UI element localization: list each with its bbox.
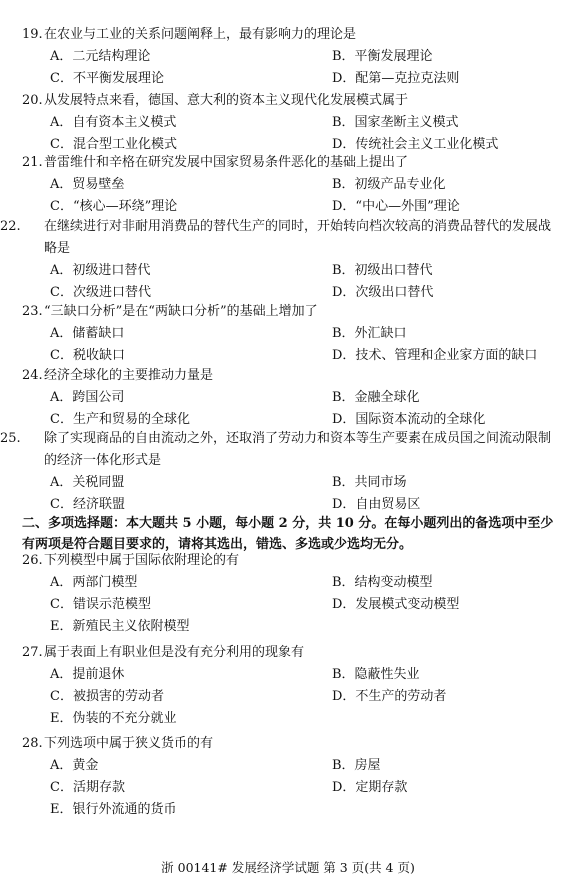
option-b: B．共同市场 — [332, 475, 407, 490]
question-number: 21. — [22, 155, 43, 170]
question-stem: 除了实现商品的自由流动之外，还取消了劳动力和资本等生产要素在成员国之间流动限制的经济一体化形式是 — [44, 431, 552, 468]
question-25 — [0, 428, 562, 516]
option-c: C．错误示范模型 — [50, 597, 151, 612]
question-number: 19. — [22, 27, 43, 42]
question-number: 24. — [22, 368, 43, 383]
option-d: D．不生产的劳动者 — [332, 689, 447, 704]
page-footer: 浙 00141# 发展经济学试题 第 3 页(共 4 页) — [161, 860, 415, 875]
question-number: 20. — [22, 93, 43, 108]
option-b: B．初级产品专业化 — [332, 177, 446, 192]
option-d: D．发展模式变动模型 — [332, 597, 460, 612]
option-a: A．两部门模型 — [50, 575, 138, 590]
option-b: B．结构变动模型 — [332, 575, 433, 590]
option-c: C．不平衡发展理论 — [50, 71, 164, 86]
option-c: C．税收缺口 — [50, 348, 125, 363]
question-27 — [22, 642, 562, 730]
question-20 — [22, 90, 562, 156]
question-stem: 在继续进行对非耐用消费品的替代生产的同时，开始转向档次较高的消费品替代的发展战略是 — [44, 219, 552, 256]
question-22 — [0, 216, 562, 304]
question-number: 27. — [22, 645, 43, 660]
question-stem: 普雷维什和辛格在研究发展中国家贸易条件恶化的基础上提出了 — [44, 155, 409, 170]
option-d: D．自由贸易区 — [332, 497, 421, 512]
option-d: D．定期存款 — [332, 780, 408, 795]
option-a: A．二元结构理论 — [50, 49, 151, 64]
question-23 — [22, 301, 562, 367]
question-24 — [22, 365, 562, 431]
option-d: D．国际资本流动的全球化 — [332, 412, 486, 427]
option-b: B．隐蔽性失业 — [332, 667, 420, 682]
question-21 — [22, 152, 562, 218]
option-c: C．次级进口替代 — [50, 285, 151, 300]
question-number: 22. — [0, 219, 21, 234]
question-stem: 在农业与工业的关系问题阐释上，最有影响力的理论是 — [44, 27, 357, 42]
option-c: C．“核心—环绕”理论 — [50, 199, 178, 214]
option-d: D．配第—克拉克法则 — [332, 71, 460, 86]
question-stem: 从发展特点来看，德国、意大利的资本主义现代化发展模式属于 — [44, 93, 409, 108]
option-b: B．金融全球化 — [332, 390, 420, 405]
option-c: C．被损害的劳动者 — [50, 689, 164, 704]
option-d: D．技术、管理和企业家方面的缺口 — [332, 348, 538, 363]
question-stem: 下列选项中属于狭义货币的有 — [44, 736, 214, 751]
option-c: C．活期存款 — [50, 780, 125, 795]
option-a: A．储蓄缺口 — [50, 326, 125, 341]
option-a: A．初级进口替代 — [50, 263, 151, 278]
option-b: B．初级出口替代 — [332, 263, 433, 278]
option-b: B．国家垄断主义模式 — [332, 115, 459, 130]
option-a: A．贸易壁垒 — [50, 177, 125, 192]
option-a: A．自有资本主义模式 — [50, 115, 177, 130]
option-e: E．银行外流通的货币 — [50, 802, 177, 817]
question-stem: 经济全球化的主要推动力量是 — [44, 368, 214, 383]
option-c: C．经济联盟 — [50, 497, 125, 512]
option-d: D．次级出口替代 — [332, 285, 434, 300]
option-a: A．提前退休 — [50, 667, 125, 682]
option-a: A．跨国公司 — [50, 390, 125, 405]
question-stem: 属于表面上有职业但是没有充分利用的现象有 — [44, 645, 305, 660]
option-d: D．传统社会主义工业化模式 — [332, 137, 499, 152]
option-c: C．混合型工业化模式 — [50, 137, 177, 152]
section-heading-multiple-choice: 二、多项选择题：本大题共 5 小题，每小题 2 分，共 10 分。在每小题列出的备选项中至少有两项是符合题目要求的，请将其选出，错选、多选或少选均无分。 — [22, 516, 554, 552]
option-a: A．黄金 — [50, 758, 99, 773]
question-28 — [22, 733, 562, 821]
option-c: C．生产和贸易的全球化 — [50, 412, 190, 427]
option-b: B．平衡发展理论 — [332, 49, 433, 64]
question-number: 23. — [22, 304, 43, 319]
question-number: 25. — [0, 431, 21, 446]
question-number: 26. — [22, 553, 43, 568]
option-b: B．外汇缺口 — [332, 326, 407, 341]
question-number: 28. — [22, 736, 43, 751]
question-19 — [22, 24, 562, 90]
option-a: A．关税同盟 — [50, 475, 125, 490]
option-e: E．新殖民主义依附模型 — [50, 619, 190, 634]
option-b: B．房屋 — [332, 758, 381, 773]
option-d: D．“中心—外围”理论 — [332, 199, 460, 214]
question-stem: “三缺口分析”是在“两缺口分析”的基础上增加了 — [44, 304, 318, 319]
question-stem: 下列模型中属于国际依附理论的有 — [44, 553, 240, 568]
option-e: E．伪装的不充分就业 — [50, 711, 177, 726]
question-26 — [22, 550, 562, 638]
